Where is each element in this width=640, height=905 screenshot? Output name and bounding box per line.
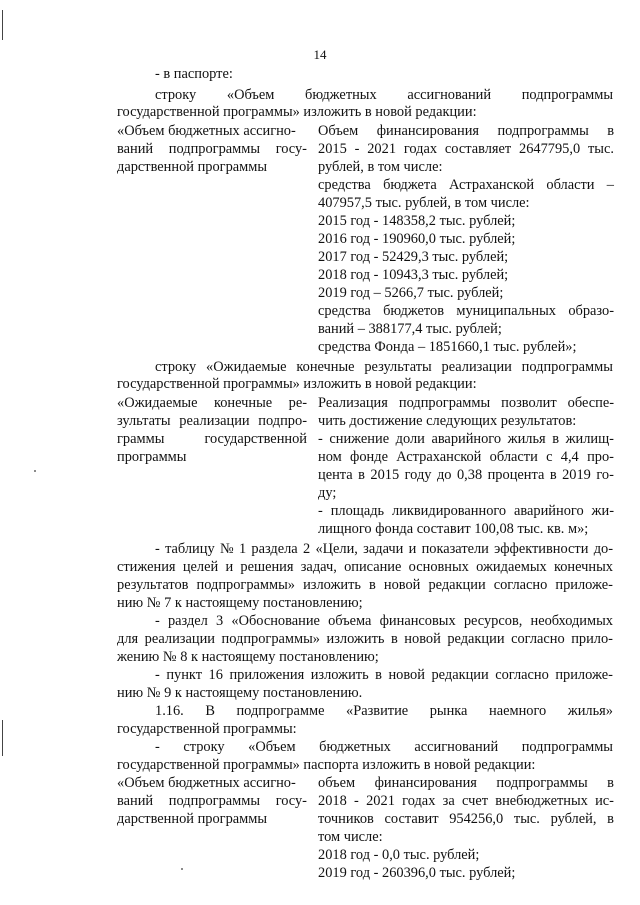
word: прило- (571, 631, 613, 647)
word: конечных (553, 559, 613, 575)
word: подпрограмме (236, 703, 325, 719)
word: - (318, 431, 323, 447)
text-line (318, 468, 614, 482)
word: аварийного (514, 503, 584, 519)
word: В (205, 703, 215, 719)
word: - (155, 739, 160, 755)
word: 2018 (318, 793, 347, 809)
word: в (390, 631, 398, 647)
text-line (318, 450, 614, 464)
word: результатов (117, 577, 189, 593)
word: изложить (303, 577, 361, 593)
word: эффективности (494, 541, 589, 557)
text-line (155, 88, 613, 102)
word: подпрограммы (398, 395, 491, 411)
text-line (318, 432, 614, 446)
word: жи- (591, 503, 614, 519)
text-line (318, 304, 614, 318)
text-line (318, 504, 614, 518)
word: жилищ- (565, 431, 614, 447)
word: задачи (363, 541, 404, 557)
word: счет (462, 793, 489, 809)
text-line: рублей, в том числе: (318, 159, 443, 175)
word: рынка (429, 703, 468, 719)
text-line (117, 432, 307, 446)
text-line: дарственной программы (117, 811, 268, 827)
word: 2021 (366, 793, 395, 809)
word: тыс. (513, 811, 540, 827)
word: фонде (350, 449, 388, 465)
word: - (155, 613, 160, 629)
word: бюджетных (319, 739, 391, 755)
word: муниципальных (456, 303, 556, 319)
word: и (225, 559, 234, 575)
word: ресурсов, (463, 613, 523, 629)
text-line (155, 740, 613, 754)
word: – (606, 177, 614, 193)
word: реализации (441, 359, 512, 375)
text-line (117, 560, 613, 574)
word: го- (596, 467, 614, 483)
word: жилья» (567, 703, 613, 719)
word: раздела (251, 541, 298, 557)
text-line: 2018 год - 0,0 тыс. рублей; (318, 847, 480, 863)
word: доли (395, 431, 425, 447)
text-line: государственной программы» изложить в новой редакции: (117, 104, 477, 120)
word: необходимых (530, 613, 613, 629)
word: подпрограммы (496, 775, 588, 791)
word: 2 (302, 541, 311, 557)
word: 1 (238, 541, 247, 557)
word: «Цели, (315, 541, 358, 557)
word: в (607, 775, 614, 791)
word: финансирования (374, 775, 477, 791)
scan-speck (181, 868, 183, 870)
text-line: лищного фонда составит 100,08 тыс. кв. м»; (318, 521, 589, 537)
text-line: 407957,5 тыс. рублей, в том числе: (318, 195, 530, 211)
word: таблицу (165, 541, 215, 557)
word: внебюджетных (495, 793, 588, 809)
word: ассигнований (407, 87, 492, 103)
text-line (318, 776, 614, 790)
word: подпрограммы (521, 739, 613, 755)
text-line: программы (117, 449, 187, 465)
word: в (607, 123, 614, 139)
word: за (442, 793, 455, 809)
word: подпрограммы (497, 123, 589, 139)
word: редакции (428, 577, 486, 593)
word: с (546, 449, 553, 465)
word: граммы (117, 431, 165, 447)
word: согласно (495, 667, 549, 683)
word: и (408, 541, 417, 557)
word: Объем (318, 123, 359, 139)
text-line: «Объем бюджетных ассигно- (117, 775, 296, 791)
word: ассигнований (414, 739, 499, 755)
word: в (549, 467, 557, 483)
word: результаты (364, 359, 432, 375)
text-line: ваний – 388177,4 тыс. рублей; (318, 321, 502, 337)
word: Реализация (318, 395, 388, 411)
word: 1.16. (155, 703, 184, 719)
word: ваний (117, 793, 154, 809)
scan-speck (34, 470, 36, 472)
word: подпрограммы» (196, 577, 295, 593)
word: финансовых (379, 613, 456, 629)
word: Астраханской (449, 177, 535, 193)
word: подпрограммы (521, 359, 613, 375)
word: году (404, 467, 432, 483)
text-line: дарственной программы (117, 159, 268, 175)
word: жилья (507, 431, 546, 447)
word: области (546, 177, 595, 193)
word: тыс. (588, 141, 614, 157)
word: новой (383, 577, 421, 593)
word: основных (408, 559, 469, 575)
word: раздел (167, 613, 208, 629)
word: ликвидированного (392, 503, 507, 519)
text-line (117, 142, 307, 156)
text-line: нию № 9 к настоящему постановлению. (117, 685, 363, 701)
word: госу- (275, 141, 307, 157)
word: процента (487, 467, 545, 483)
word: бюджета (383, 177, 437, 193)
text-line (117, 794, 307, 808)
word: в (358, 467, 365, 483)
word: составит (384, 811, 439, 827)
word: подпрограммы» (221, 631, 320, 647)
word: образо- (568, 303, 614, 319)
word: реализации (144, 631, 215, 647)
text-line: ду; (318, 485, 337, 501)
scan-edge-mark (2, 10, 3, 40)
word: новой (388, 667, 425, 683)
text-line: «Объем бюджетных ассигно- (117, 123, 296, 139)
word: «Объем (248, 739, 296, 755)
word: № (219, 541, 234, 557)
word: задач, (300, 559, 337, 575)
word: 2015 (318, 141, 347, 157)
word: строку (183, 739, 225, 755)
text-line (155, 614, 613, 628)
word: наемного (489, 703, 547, 719)
text-line: том числе: (318, 829, 383, 845)
word: конечные (213, 395, 273, 411)
word: аварийного (431, 431, 502, 447)
word: подпро- (258, 413, 307, 429)
word: - (354, 141, 360, 157)
word: финансирования (376, 123, 480, 139)
word: точников (318, 811, 374, 827)
word: Астраханской (396, 449, 482, 465)
word: изложить (310, 667, 369, 683)
word: описание (344, 559, 402, 575)
text-line: средства Фонда – 1851660,1 тыс. рублей»; (318, 339, 577, 355)
word: средства (318, 303, 371, 319)
word: зультаты (117, 413, 171, 429)
word: подпрограммы (168, 793, 261, 809)
word: госу- (275, 793, 307, 809)
word: приложе- (555, 577, 613, 593)
text-line (117, 578, 613, 592)
word: согласно (493, 577, 548, 593)
word: позволит (501, 395, 557, 411)
text-line (155, 360, 613, 374)
word: строку (155, 87, 197, 103)
word: объем (318, 775, 356, 791)
word: про- (587, 449, 614, 465)
text-line (117, 396, 307, 410)
word: годах (403, 141, 438, 157)
word: подпрограммы (521, 87, 613, 103)
word: 4,4 (560, 449, 579, 465)
text-line: - в паспорте: (155, 66, 233, 82)
word: - (155, 541, 160, 557)
text-line (155, 704, 613, 718)
word: строку (155, 359, 197, 375)
word: области (489, 449, 538, 465)
word: изложить (326, 631, 385, 647)
word: редакции (431, 667, 489, 683)
word: до- (593, 541, 613, 557)
word: 3 (216, 613, 224, 629)
text-line (318, 812, 614, 826)
word: ваний (117, 141, 154, 157)
word: приложения (229, 667, 305, 683)
word: подпрограммы (168, 141, 261, 157)
word: 954256,0 (449, 811, 504, 827)
word: годах (402, 793, 436, 809)
word: редакции (447, 631, 505, 647)
text-line (318, 124, 614, 138)
text-line: нию № 7 к настоящему постановлению; (117, 595, 363, 611)
word: решения (240, 559, 294, 575)
word: в (375, 667, 382, 683)
word: приложе- (555, 667, 613, 683)
text-line: 2017 год - 52429,3 тыс. рублей; (318, 249, 509, 265)
text-line: государственной программы: (117, 721, 297, 737)
word: пункт (166, 667, 203, 683)
word: 2647795,0 (519, 141, 581, 157)
word: до (436, 467, 452, 483)
text-line (318, 794, 614, 808)
word: ожидаемых (476, 559, 547, 575)
word: 2021 (367, 141, 397, 157)
text-line: государственной программы» изложить в новой редакции: (117, 376, 477, 392)
word: рублей, (550, 811, 597, 827)
word: показатели (421, 541, 489, 557)
text-line (155, 542, 613, 556)
word: снижение (329, 431, 390, 447)
word: «Обоснование (231, 613, 320, 629)
text-line (318, 142, 614, 156)
word: «Ожидаемые (206, 359, 287, 375)
text-line: 2018 год - 10943,3 тыс. рублей; (318, 267, 509, 283)
text-line: жению № 8 к настоящему постановлению; (117, 649, 379, 665)
text-line (117, 632, 613, 646)
word: - (318, 503, 323, 519)
text-line (117, 414, 307, 428)
text-line: 2016 год - 190960,0 тыс. рублей; (318, 231, 516, 247)
text-line (155, 668, 613, 682)
word: новой (404, 631, 441, 647)
word: цента (318, 467, 353, 483)
word: бюджетов (383, 303, 445, 319)
word: средства (318, 177, 371, 193)
word: - (354, 793, 359, 809)
word: согласно (511, 631, 565, 647)
word: ном (318, 449, 342, 465)
text-line: 2019 год - 260396,0 тыс. рублей; (318, 865, 516, 881)
word: «Объем (226, 87, 275, 103)
word: обеспе- (567, 395, 614, 411)
word: составляет (444, 141, 512, 157)
word: реализации (179, 413, 250, 429)
text-line: государственной программы» паспорта изложить в новой редакции: (117, 757, 536, 773)
text-line: чить достижение следующих результатов: (318, 413, 577, 429)
word: в (552, 431, 559, 447)
word: «Развитие (346, 703, 409, 719)
word: объема (328, 613, 372, 629)
word: целей (182, 559, 219, 575)
word: стижения (117, 559, 176, 575)
word: «Ожидаемые (117, 395, 198, 411)
word: ре- (288, 395, 307, 411)
word: 0,38 (456, 467, 483, 483)
word: для (117, 631, 139, 647)
word: конечные (296, 359, 355, 375)
text-line: 2015 год - 148358,2 тыс. рублей; (318, 213, 516, 229)
word: бюджетных (305, 87, 377, 103)
word: государственной (204, 431, 307, 447)
word: площадь (330, 503, 385, 519)
word: 16 (208, 667, 223, 683)
word: 2019 (562, 467, 591, 483)
word: ис- (595, 793, 614, 809)
scan-edge-mark (2, 720, 3, 756)
word: в (607, 811, 614, 827)
text-line (318, 178, 614, 192)
page-number: 14 (313, 47, 327, 62)
word: - (155, 667, 160, 683)
text-line: 2019 год – 5266,7 тыс. рублей; (318, 285, 504, 301)
text-line (318, 396, 614, 410)
word: 2015 (370, 467, 400, 483)
word: в (369, 577, 376, 593)
